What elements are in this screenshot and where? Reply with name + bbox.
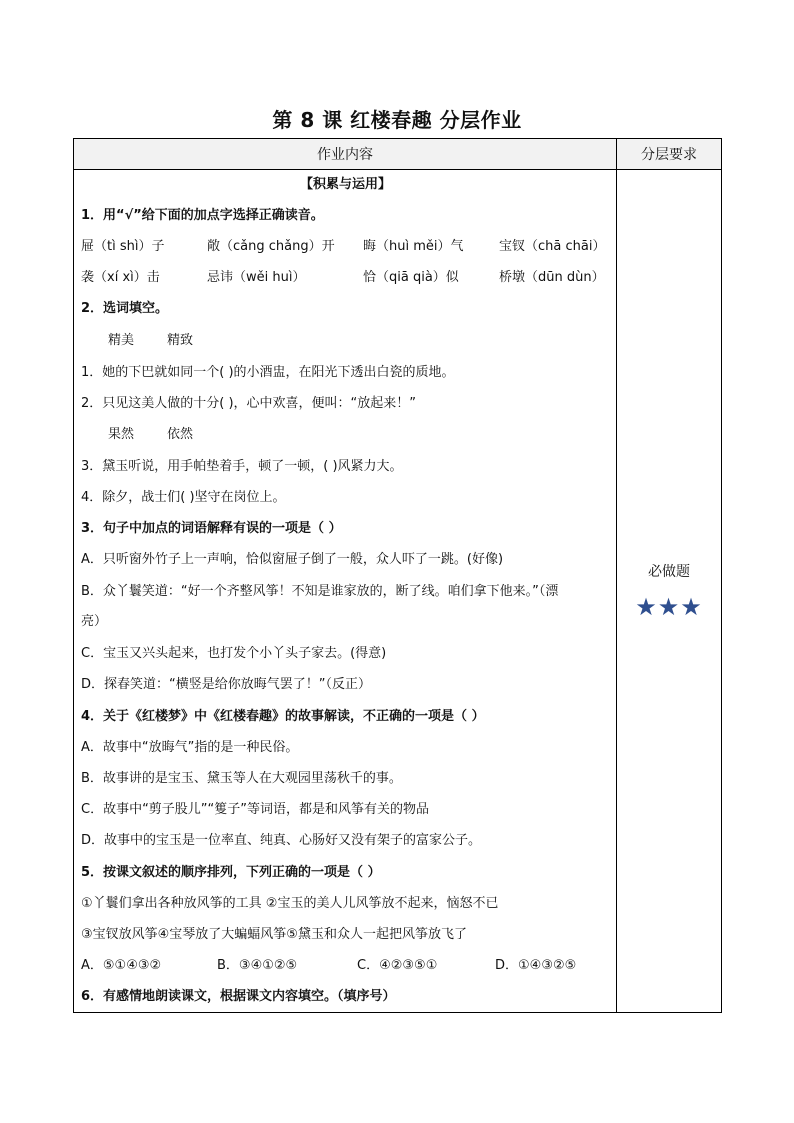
q1-item: 宝钗（chā chāi） xyxy=(499,239,606,254)
level-label: 必做题 xyxy=(648,564,690,580)
q1-item: 袭（xí xì）击 xyxy=(81,270,160,285)
q6-stem: 6．有感情地朗读课文，根据课文内容填空。（填序号） xyxy=(81,989,396,1004)
section-heading: 【积累与运用】 xyxy=(299,177,391,192)
q4-stem: 4．关于《红楼梦》中《红楼春趣》的故事解读，不正确的一项是（ ） xyxy=(81,709,485,724)
q4-option-c: C．故事中“剪子股儿”“篗子”等词语，都是和风筝有关的物品 xyxy=(81,802,430,817)
q5-events-2: ③宝钗放风筝④宝琴放了大蝙蝠风筝⑤黛玉和众人一起把风筝放飞了 xyxy=(81,927,467,942)
q2-sentence-4: 4．除夕，战士们( )坚守在岗位上。 xyxy=(81,490,286,505)
q4-option-a: A．故事中“放晦气”指的是一种民俗。 xyxy=(81,740,299,755)
q3-stem: 3．句子中加点的词语解释有误的一项是（ ） xyxy=(81,521,342,536)
q2-sentence-1: 1．她的下巴就如同一个( )的小酒盅，在阳光下透出白瓷的质地。 xyxy=(81,365,455,380)
header-level: 分层要求 xyxy=(617,139,722,170)
q2-word-choices-1: 精美 精致 xyxy=(108,333,194,348)
level-cell xyxy=(617,170,722,1013)
q3-option-d: D．探春笑道：“横竖是给你放晦气罢了！”（反正） xyxy=(81,677,371,692)
q3-option-b-cont: 亮） xyxy=(81,614,108,629)
q2-sentence-2: 2．只见这美人做的十分( )，心中欢喜，便叫：“放起来！” xyxy=(81,396,417,411)
star-icon: ★★★ xyxy=(635,593,703,621)
q1-item: 晦（huì měi）气 xyxy=(363,239,464,254)
header-content: 作业内容 xyxy=(74,139,617,170)
q5-option: B．③④①②⑤ xyxy=(217,958,298,973)
q3-option-c: C．宝玉又兴头起来，也打发个小丫头子家去。(得意) xyxy=(81,646,387,661)
q3-option-b: B．众丫鬟笑道：“好一个齐整风筝！不知是谁家放的，断了线。咱们拿下他来。”（漂 xyxy=(81,584,559,599)
q1-item: 恰（qiā qià）似 xyxy=(363,270,459,285)
q1-stem: 1．用“√”给下面的加点字选择正确读音。 xyxy=(81,208,324,223)
q1-item: 屉（tì shì）子 xyxy=(81,239,165,254)
q3-option-a: A．只听窗外竹子上一声响，恰似窗屉子倒了一般，众人吓了一跳。(好像) xyxy=(81,552,504,567)
q2-sentence-3: 3．黛玉听说，用手帕垫着手，顿了一顿，( )风紧力大。 xyxy=(81,459,403,474)
q1-item: 桥墩（dūn dùn） xyxy=(499,270,605,285)
q1-item: 敞（cǎng chǎng）开 xyxy=(207,239,335,254)
q4-option-b: B．故事讲的是宝玉、黛玉等人在大观园里荡秋千的事。 xyxy=(81,771,402,786)
q5-option: A．⑤①④③② xyxy=(81,958,162,973)
homework-table xyxy=(73,138,722,1013)
q5-stem: 5．按课文叙述的顺序排列，下列正确的一项是（ ） xyxy=(81,865,381,880)
content-cell xyxy=(74,170,617,1013)
q5-events-1: ①丫鬟们拿出各种放风筝的工具 ②宝玉的美人儿风筝放不起来，恼怒不已 xyxy=(81,896,499,911)
page-title: 第 8 课 红楼春趣 分层作业 xyxy=(272,108,522,132)
q1-item: 忌讳（wěi huì） xyxy=(207,270,306,285)
q5-option: D．①④③②⑤ xyxy=(495,958,577,973)
q5-option: C．④②③⑤① xyxy=(357,958,438,973)
q2-word-choices-2: 果然 依然 xyxy=(108,427,194,442)
q2-stem: 2．选词填空。 xyxy=(81,301,169,316)
q4-option-d: D．故事中的宝玉是一位率直、纯真、心肠好又没有架子的富家公子。 xyxy=(81,833,482,848)
